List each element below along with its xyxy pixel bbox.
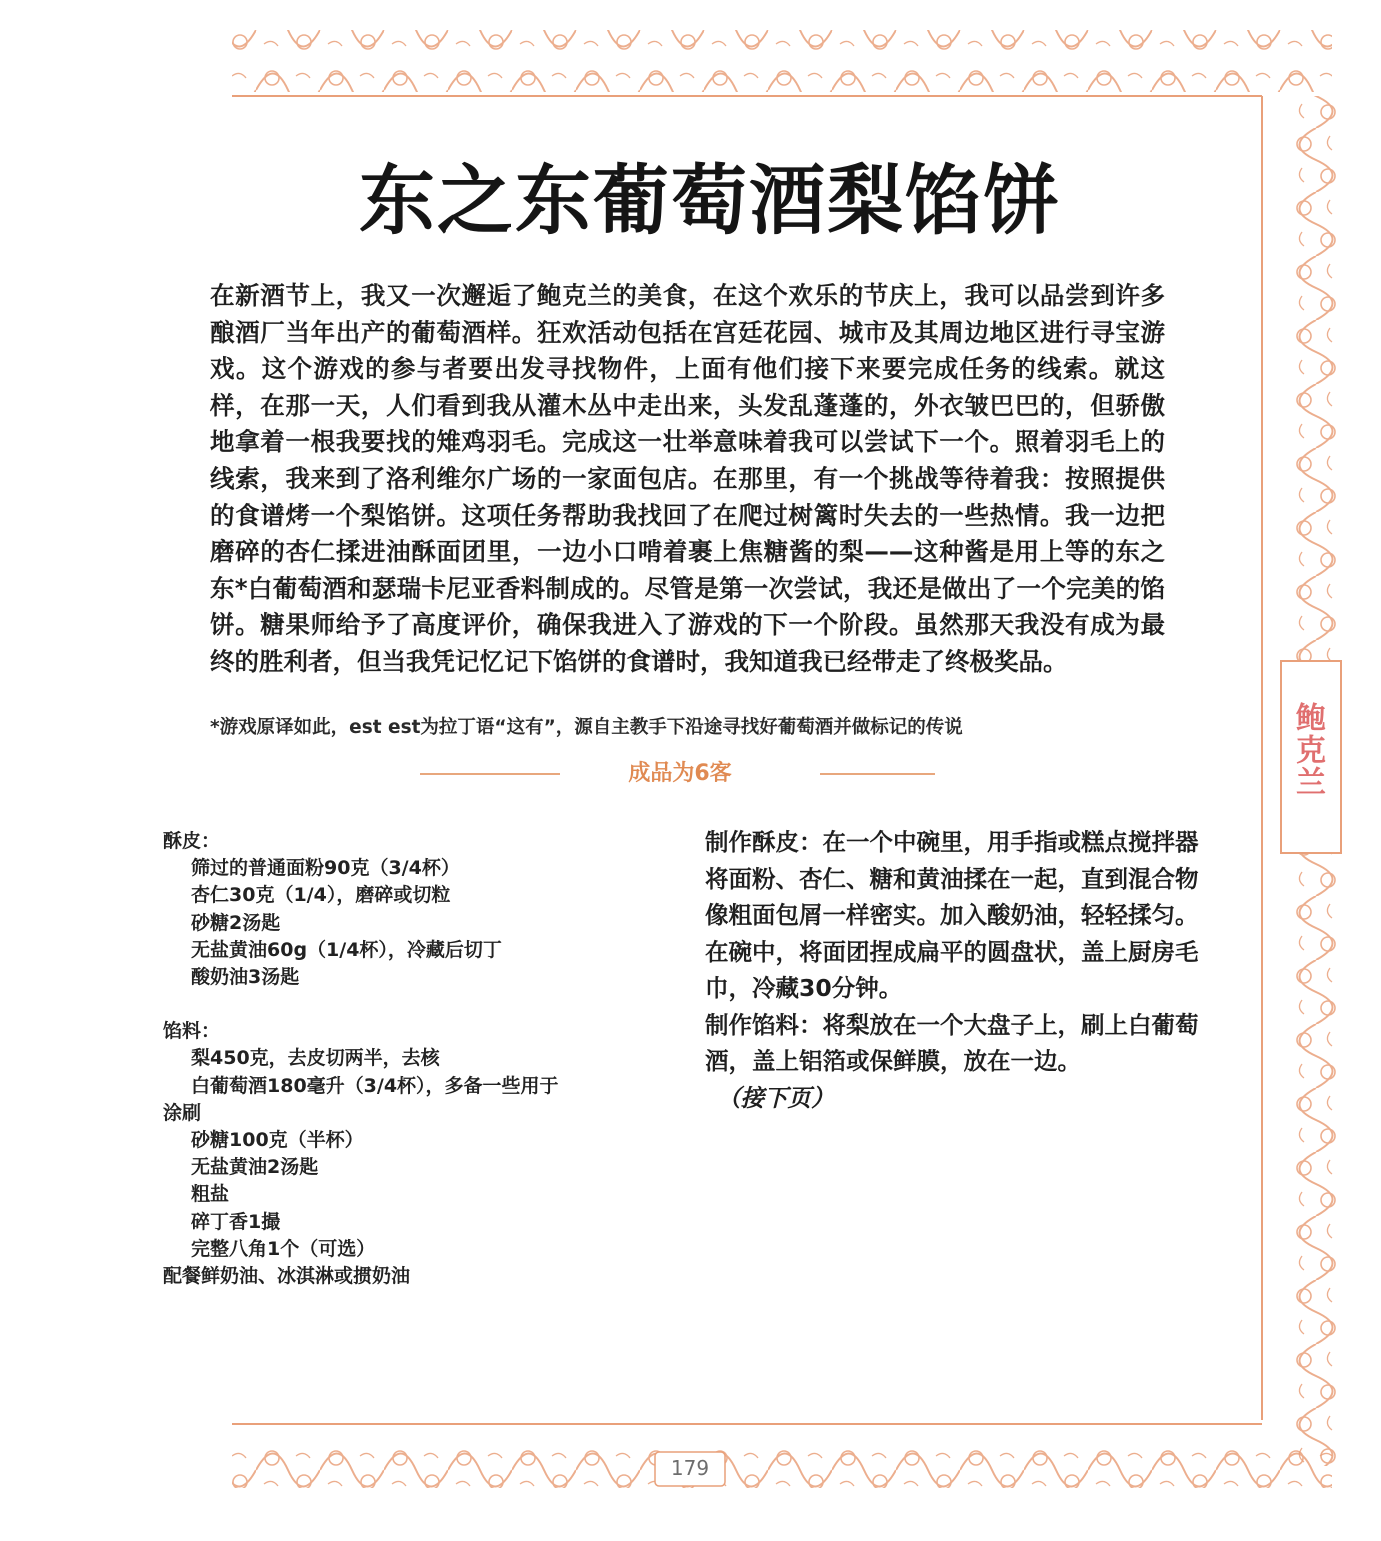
ingredient-item: 杏仁30克（1/4），磨碎或切粒 [191,884,451,907]
continued-note: （接下页） [717,1083,835,1112]
recipe-title: 东之东葡萄酒梨馅饼 [359,156,1061,245]
filling-heading: 馅料： [163,1020,221,1043]
ingredient-item: 酸奶油3汤匙 [191,966,300,989]
ingredient-item: 无盐黄油60g（1/4杯），冷藏后切丁 [191,938,502,961]
ingredient-item: 完整八角1个（可选） [191,1237,376,1260]
footnote: *游戏原译如此，est est为拉丁语“这有”，源自主教手下沿途寻找好葡萄酒并做标记的传说 [210,717,963,738]
intro-text [210,278,1165,681]
filling-step-label: 制作馅料： [705,1010,823,1039]
filling-step [705,1007,1205,1080]
servings-text: 成品为6客 [628,761,732,786]
ingredient-item: 碎丁香1撮 [191,1210,281,1233]
ingredient-item-continued: 涂刷 [163,1101,202,1124]
crust-heading: 酥皮： [163,830,221,852]
chapter-tab [1280,660,1342,854]
ingredient-item: 粗盐 [191,1183,230,1206]
ingredient-item: 砂糖100克（半杯） [191,1129,364,1152]
crust-step-text: 在一个中碗里，用手指或糕点搅拌器将面粉、杏仁、糖和黄油揉在一起，直到混合物像粗面包屑一样密实。加入酸奶油，轻轻揉匀。在碗中，将面团捏成扁平的圆盘状，盖上厨房毛巾，冷藏30分钟。 [705,828,1199,1002]
ingredient-item: 梨450克，去皮切两半，去核 [191,1047,440,1070]
crust-step-label: 制作酥皮： [705,828,823,856]
ingredient-item: 砂糖2汤匙 [191,911,281,934]
chapter-tab-label: 鲍克兰 [1290,702,1325,798]
method-steps [705,824,1205,1116]
ingredient-item: 白葡萄酒180毫升（3/4杯），多备一些用于 [191,1074,559,1097]
servings-banner [420,756,940,792]
intro-paragraph: 在新酒节上，我又一次邂逅了鲍克兰的美食，在这个欢乐的节庆上，我可以品尝到许多酿酒厂当年出产的葡萄酒样。狂欢活动包括在宫廷花园、城市及其周边地区进行寻宝游戏。这个游戏的参与者要出发寻找物件，上面有他们接下来要完成任务的线索。就这样，在那一天，人们看到我从灌木丛中走出来，头发乱蓬蓬的，外衣皱巴巴的，但骄傲地拿着一根我要找的雉鸡羽毛。完成这一壮举意味着我可以尝试下一个。照着羽毛上的线索，我来到了洛利维尔广场的一家面包店。在那里，有一个挑战等待着我：按照提供的食谱烤一个梨馅饼。这项任务帮助我找回了在爬过树篱时失去的一些热情。我一边把磨碎的杏仁揉进油酥面团里，一边小口啃着裹上焦糖酱的梨——这种酱是用上等的东之东*白葡萄酒和瑟瑞卡尼亚香料制成的。尽管是第一次尝试，我还是做出了一个完美的馅饼。糖果师给予了高度评价，确保我进入了游戏的下一个阶段。虽然那天我没有成为最终的胜利者，但当我凭记忆记下馅饼的食谱时，我知道我已经带走了终极奖品。 [210,281,1165,676]
page-number: 179 [670,1456,710,1480]
ingredient-item: 无盐黄油2汤匙 [191,1156,319,1179]
ingredients-list [163,828,663,1290]
filling-step-text: 将梨放在一个大盘子上，刷上白葡萄酒，盖上铝箔或保鲜膜，放在一边。 [705,1010,1199,1075]
serving-suggestion: 配餐鲜奶油、冰淇淋或掼奶油 [163,1265,411,1288]
crust-step [705,824,1205,1007]
ingredient-item: 筛过的普通面粉90克（3/4杯） [191,857,460,880]
